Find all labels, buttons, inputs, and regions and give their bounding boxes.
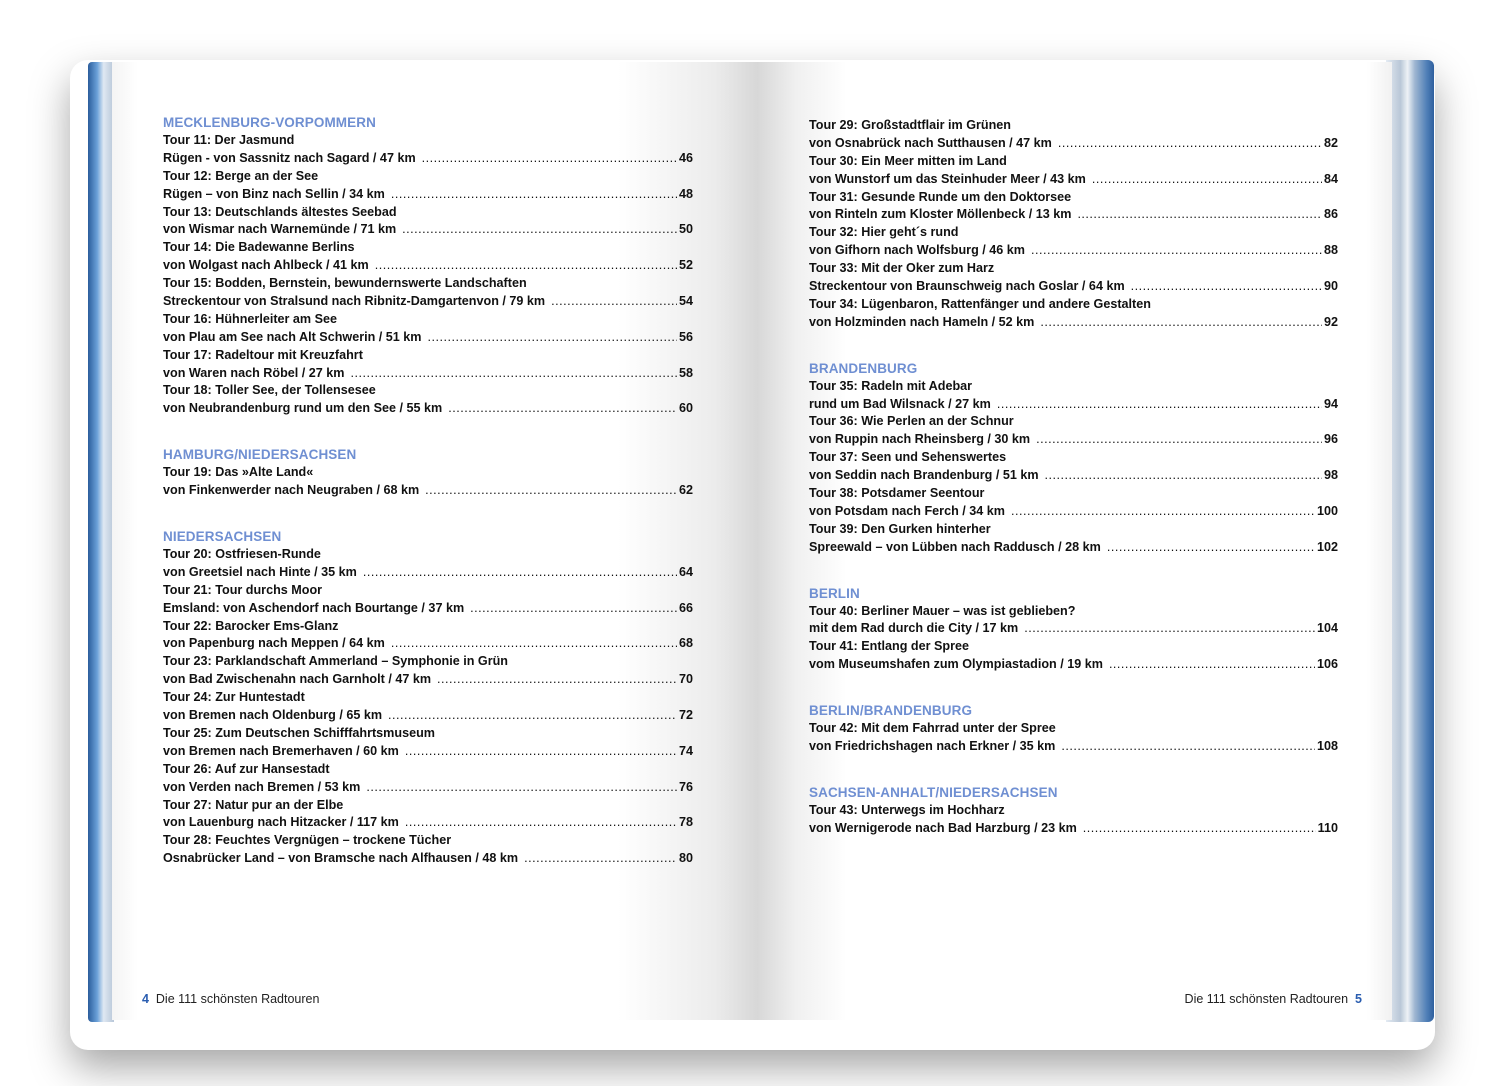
tour-page-number: 70: [678, 672, 693, 687]
tour-route-line: [163, 564, 693, 582]
dot-leader: [1083, 820, 1316, 838]
tour-route-line: [809, 135, 1338, 153]
tour-page-number: 50: [678, 222, 693, 237]
dot-leader: [551, 293, 677, 311]
dot-leader: [391, 186, 677, 204]
tour-title: Tour 34: Lügenbaron, Rattenfänger und andere Gestalten: [809, 296, 1151, 311]
tour-title: Tour 11: Der Jasmund: [163, 133, 295, 147]
tour-title: Tour 41: Entlang der Spree: [809, 639, 970, 654]
tour-route: von Wismar nach Warnemünde / 71 km: [163, 222, 397, 237]
tour-title: Tour 24: Zur Huntestadt: [163, 690, 305, 705]
tour-route-line: [809, 738, 1338, 756]
tour-page-number: 72: [678, 708, 693, 723]
tour-page-number: 84: [1323, 171, 1338, 186]
dot-leader: [405, 743, 677, 761]
tour-title: Tour 14: Die Badewanne Berlins: [163, 240, 355, 255]
dot-leader: [470, 600, 677, 618]
tour-route-line: [809, 503, 1338, 521]
page-number: 5: [1355, 992, 1362, 1006]
tour-route-line: [809, 206, 1338, 224]
tour-title: Tour 19: Das »Alte Land«: [163, 465, 314, 480]
toc-section: [809, 360, 1338, 557]
tour-route-line: [809, 171, 1338, 189]
tour-route: Streckentour von Braunschweig nach Goslar / 64 km: [809, 279, 1125, 294]
tour-route-line: [809, 467, 1338, 485]
dot-leader: [351, 365, 677, 383]
dot-leader: [448, 400, 677, 418]
tour-route: von Waren nach Röbel / 27 km: [163, 365, 345, 380]
tour-title: Tour 31: Gesunde Runde um den Doktorsee: [809, 189, 1072, 204]
section-heading: SACHSEN-ANHALT/NIEDERSACHSEN: [809, 784, 1058, 800]
tour-route: von Finkenwerder nach Neugraben / 68 km: [163, 483, 420, 498]
tour-route-line: [163, 221, 693, 239]
tour-title: Tour 40: Berliner Mauer – was ist geblieben?: [809, 603, 1076, 618]
tour-route: von Verden nach Bremen / 53 km: [163, 779, 361, 794]
tour-page-number: 52: [678, 258, 693, 273]
tour-page-number: 56: [678, 329, 693, 344]
tour-title: Tour 18: Toller See, der Tollensesee: [163, 383, 376, 398]
tour-title: Tour 12: Berge an der See: [163, 168, 319, 183]
tour-title: Tour 28: Feuchtes Vergnügen – trockene Tücher: [163, 833, 452, 848]
tour-page-number: 80: [678, 851, 693, 866]
tour-route-line: [163, 779, 693, 797]
tour-page-number: 74: [678, 743, 693, 758]
left-page-footer: [142, 992, 319, 1006]
tour-route-line: [163, 814, 693, 832]
dot-leader: [1031, 242, 1322, 260]
tour-page-number: 104: [1316, 621, 1338, 636]
tour-title: Tour 23: Parklandschaft Ammerland – Symphonie in Grün: [163, 654, 508, 669]
tour-route: von Seddin nach Brandenburg / 51 km: [809, 468, 1039, 483]
tour-title: Tour 26: Auf zur Hansestadt: [163, 761, 330, 776]
tour-route: von Greetsiel nach Hinte / 35 km: [163, 564, 357, 579]
toc-section: [809, 784, 1338, 838]
tour-page-number: 90: [1323, 279, 1338, 294]
tour-route: von Bremen nach Bremerhaven / 60 km: [163, 743, 399, 758]
tour-route-line: [163, 707, 693, 725]
dot-leader: [425, 482, 677, 500]
tour-page-number: 68: [678, 636, 693, 651]
section-heading: BRANDENBURG: [809, 360, 918, 376]
tour-route: Emsland: von Aschendorf nach Bourtange / 37 km: [163, 600, 465, 615]
tour-route: von Lauenburg nach Hitzacker / 117 km: [163, 815, 399, 830]
tour-route-line: [809, 820, 1338, 838]
tour-title: Tour 15: Bodden, Bernstein, bewundernswerte Landschaften: [163, 276, 527, 291]
tour-title: Tour 20: Ostfriesen-Runde: [163, 547, 321, 562]
tour-page-number: 98: [1323, 468, 1338, 483]
toc-section: [809, 702, 1338, 756]
tour-title: Tour 27: Natur pur an der Elbe: [163, 797, 344, 812]
tour-page-number: 48: [678, 186, 693, 201]
right-page: [758, 62, 1392, 1020]
toc-section: [163, 446, 693, 500]
tour-route-line: [163, 293, 693, 311]
tour-route: Rügen – von Binz nach Sellin / 34 km: [163, 186, 385, 201]
tour-route-line: [809, 539, 1338, 557]
dot-leader: [363, 564, 677, 582]
page-number: 4: [142, 992, 149, 1006]
tour-page-number: 106: [1316, 657, 1338, 672]
tour-page-number: 108: [1316, 739, 1338, 754]
dot-leader: [366, 779, 677, 797]
tour-route-line: [809, 242, 1338, 260]
section-heading: BERLIN: [809, 585, 860, 601]
tour-title: Tour 21: Tour durchs Moor: [163, 582, 323, 597]
tour-page-number: 54: [678, 294, 693, 309]
tour-page-number: 46: [678, 150, 693, 165]
section-heading: MECKLENBURG-VORPOMMERN: [163, 115, 376, 130]
tour-route: Streckentour von Stralsund nach Ribnitz-Damgartenvon / 79 km: [163, 294, 546, 309]
tour-route-line: [163, 600, 693, 618]
toc-section: [809, 117, 1338, 332]
dot-leader: [1024, 620, 1315, 638]
left-page: [112, 62, 760, 1020]
tour-route: Rügen - von Sassnitz nach Sagard / 47 km: [163, 150, 416, 165]
tour-route-line: [163, 482, 693, 500]
running-title: Die 111 schönsten Radtouren: [1184, 992, 1349, 1006]
tour-page-number: 96: [1323, 432, 1338, 447]
tour-route: Osnabrücker Land – von Bramsche nach Alfhausen / 48 km: [163, 851, 519, 866]
tour-page-number: 76: [678, 779, 693, 794]
tour-title: Tour 37: Seen und Sehenswertes: [809, 450, 1007, 465]
tour-route: von Papenburg nach Meppen / 64 km: [163, 636, 385, 651]
dot-leader: [375, 257, 677, 275]
tour-route-line: [163, 150, 693, 168]
dot-leader: [1045, 467, 1322, 485]
tour-route-line: [163, 186, 693, 204]
book-edge-right: [1386, 60, 1434, 1022]
tour-route-line: [809, 656, 1338, 674]
tour-route: von Wernigerode nach Bad Harzburg / 23 km: [809, 820, 1077, 835]
dot-leader: [391, 635, 677, 653]
tour-route-line: [163, 365, 693, 383]
dot-leader: [1107, 539, 1315, 557]
tour-route: von Osnabrück nach Sutthausen / 47 km: [809, 135, 1052, 150]
dot-leader: [997, 396, 1322, 414]
tour-route: von Ruppin nach Rheinsberg / 30 km: [809, 432, 1031, 447]
tour-route-line: [163, 850, 693, 868]
right-page-footer: [1185, 992, 1362, 1006]
tour-route-line: [163, 635, 693, 653]
tour-route-line: [809, 620, 1338, 638]
tour-page-number: 62: [678, 483, 693, 498]
tour-title: Tour 29: Großstadtflair im Grünen: [809, 118, 1011, 132]
tour-route: mit dem Rad durch die City / 17 km: [809, 621, 1019, 636]
tour-title: Tour 35: Radeln mit Adebar: [809, 378, 973, 393]
tour-page-number: 102: [1316, 539, 1338, 554]
tour-route-line: [163, 329, 693, 347]
tour-title: Tour 25: Zum Deutschen Schifffahrtsmuseum: [163, 725, 435, 740]
dot-leader: [388, 707, 677, 725]
section-heading: BERLIN/BRANDENBURG: [809, 703, 973, 719]
tour-title: Tour 22: Barocker Ems-Glanz: [163, 618, 339, 633]
tour-route-line: [809, 278, 1338, 296]
toc-section: [163, 114, 693, 418]
tour-route: von Rinteln zum Kloster Möllenbeck / 13 km: [809, 207, 1072, 222]
dot-leader: [524, 850, 677, 868]
book-edge-left: [88, 62, 114, 1022]
dot-leader: [1131, 278, 1322, 296]
tour-title: Tour 32: Hier geht´s rund: [809, 225, 959, 240]
dot-leader: [1040, 314, 1322, 332]
tour-title: Tour 30: Ein Meer mitten im Land: [809, 153, 1007, 168]
tour-route-line: [809, 396, 1338, 414]
tour-title: Tour 43: Unterwegs im Hochharz: [809, 802, 1005, 817]
tour-route-line: [809, 431, 1338, 449]
tour-page-number: 60: [678, 401, 693, 416]
tour-page-number: 64: [678, 564, 693, 579]
toc-section: [163, 528, 693, 868]
tour-route: von Wolgast nach Ahlbeck / 41 km: [163, 258, 369, 273]
left-toc-column: [163, 114, 693, 896]
tour-route: von Neubrandenburg rund um den See / 55 km: [163, 401, 443, 416]
tour-route: von Gifhorn nach Wolfsburg / 46 km: [809, 243, 1025, 258]
dot-leader: [437, 671, 677, 689]
tour-route-line: [163, 257, 693, 275]
section-heading: NIEDERSACHSEN: [163, 529, 282, 545]
tour-route: rund um Bad Wilsnack / 27 km: [809, 396, 991, 411]
tour-route-line: [163, 743, 693, 761]
tour-title: Tour 38: Potsdamer Seentour: [809, 486, 985, 501]
dot-leader: [405, 814, 677, 832]
tour-page-number: 86: [1323, 207, 1338, 222]
tour-route: Spreewald – von Lübben nach Raddusch / 28 km: [809, 539, 1101, 554]
tour-route: vom Museumshafen zum Olympiastadion / 19 km: [809, 657, 1103, 672]
tour-page-number: 58: [678, 365, 693, 380]
dot-leader: [1058, 135, 1322, 153]
tour-page-number: 100: [1316, 503, 1338, 518]
tour-title: Tour 39: Den Gurken hinterher: [809, 521, 991, 536]
tour-title: Tour 17: Radeltour mit Kreuzfahrt: [163, 347, 363, 362]
tour-route: von Potsdam nach Ferch / 34 km: [809, 503, 1005, 518]
tour-title: Tour 36: Wie Perlen an der Schnur: [809, 414, 1014, 429]
tour-route-line: [163, 671, 693, 689]
toc-section: [809, 585, 1338, 675]
dot-leader: [1061, 738, 1315, 756]
tour-title: Tour 33: Mit der Oker zum Harz: [809, 261, 995, 276]
right-toc-column: [809, 117, 1338, 866]
running-title: Die 111 schönsten Radtouren: [155, 992, 320, 1006]
tour-page-number: 82: [1323, 135, 1338, 150]
tour-page-number: 92: [1323, 314, 1338, 329]
tour-page-number: 88: [1323, 243, 1338, 258]
dot-leader: [1092, 171, 1322, 189]
tour-route: von Wunstorf um das Steinhuder Meer / 43 km: [809, 171, 1086, 186]
tour-title: Tour 16: Hühnerleiter am See: [163, 311, 338, 326]
tour-page-number: 66: [678, 600, 693, 615]
dot-leader: [1077, 206, 1322, 224]
dot-leader: [1011, 503, 1315, 521]
tour-page-number: 78: [678, 815, 693, 830]
tour-route: von Bremen nach Oldenburg / 65 km: [163, 708, 383, 723]
tour-page-number: 94: [1323, 396, 1338, 411]
dot-leader: [428, 329, 677, 347]
section-heading: HAMBURG/NIEDERSACHSEN: [163, 447, 357, 463]
tour-route: von Holzminden nach Hameln / 52 km: [809, 314, 1035, 329]
tour-route: von Plau am See nach Alt Schwerin / 51 km: [163, 329, 422, 344]
tour-route: von Bad Zwischenahn nach Garnholt / 47 km: [163, 672, 432, 687]
tour-page-number: 110: [1317, 820, 1338, 835]
tour-route-line: [809, 314, 1338, 332]
dot-leader: [402, 221, 677, 239]
tour-title: Tour 42: Mit dem Fahrrad unter der Spree: [809, 721, 1056, 736]
tour-route-line: [163, 400, 693, 418]
tour-route: von Friedrichshagen nach Erkner / 35 km: [809, 739, 1056, 754]
dot-leader: [422, 150, 677, 168]
dot-leader: [1036, 431, 1322, 449]
tour-title: Tour 13: Deutschlands ältestes Seebad: [163, 204, 397, 219]
dot-leader: [1109, 656, 1315, 674]
